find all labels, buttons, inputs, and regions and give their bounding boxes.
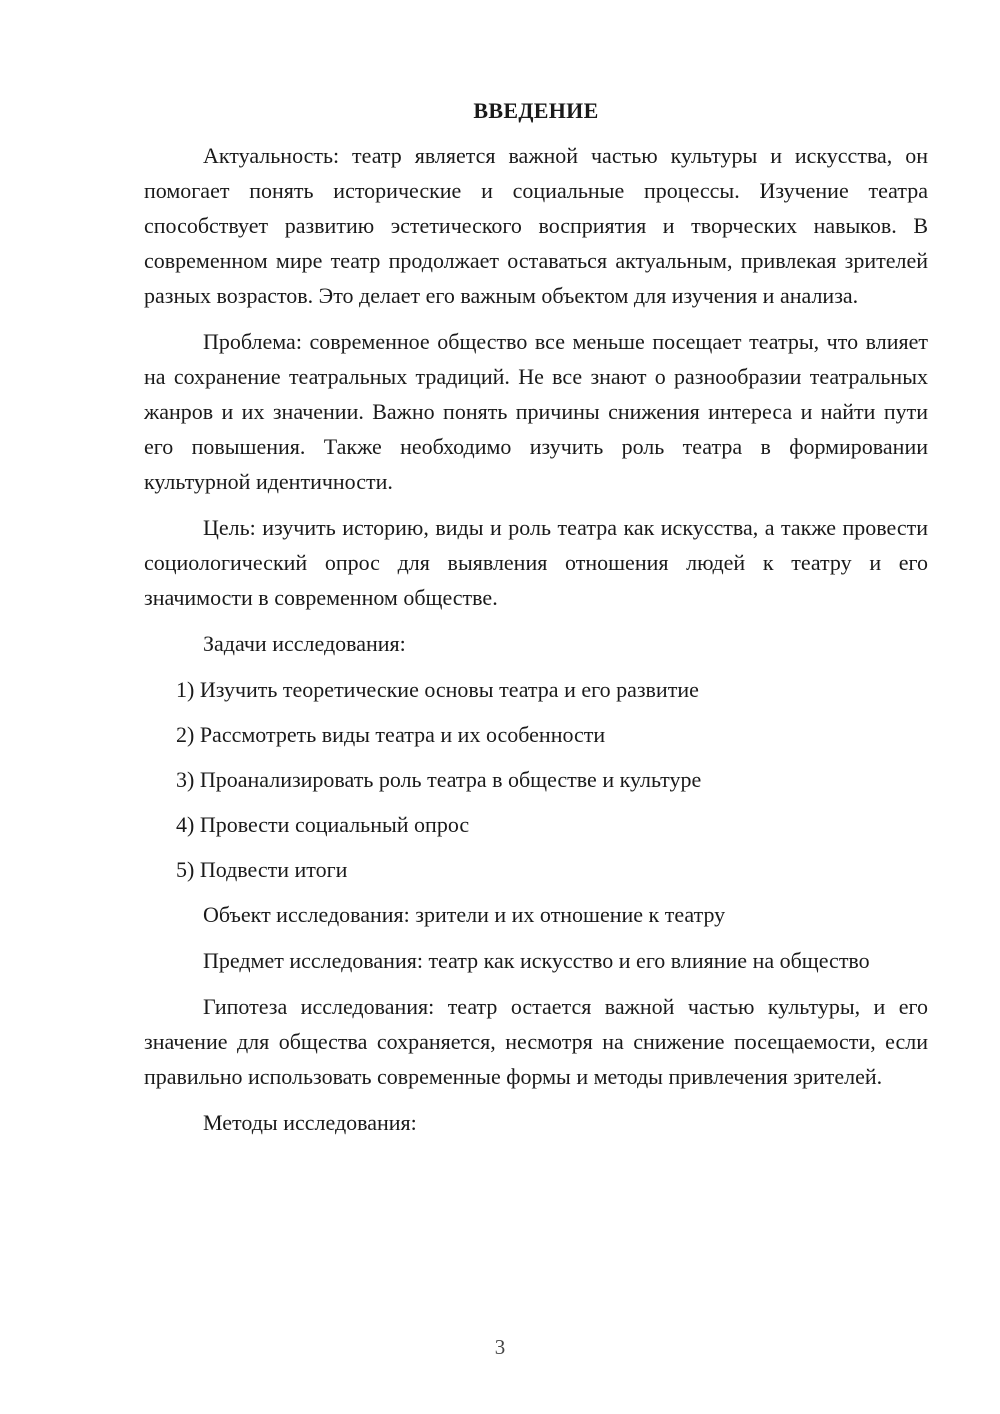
list-item: 4) Провести социальный опрос bbox=[176, 812, 470, 837]
paragraph-relevance: Актуальность: театр является важной частью культуры и искусства, он помогает понять исторические и социальные процессы. Изучение театра способствует развитию эстетического восприятия и творческих навыков. В современном мире театр продолжает оставаться актуальным, привлекая зрителей разных возрастов. Это делает его важным объектом для изучения и анализа. bbox=[144, 143, 928, 308]
tasks-list bbox=[144, 672, 928, 887]
list-item: 5) Подвести итоги bbox=[176, 857, 348, 882]
paragraph-tasks-title: Задачи исследования: bbox=[203, 631, 406, 656]
section-heading: ВВЕДЕНИЕ bbox=[473, 98, 599, 123]
page-number: 3 bbox=[494, 1335, 506, 1359]
paragraph-object: Объект исследования: зрители и их отношение к театру bbox=[203, 902, 726, 927]
list-item: 3) Проанализировать роль театра в обществе и культуре bbox=[176, 767, 702, 792]
paragraph-hypothesis: Гипотеза исследования: театр остается важной частью культуры, и его значение для общества сохраняется, несмотря на снижение посещаемости, если правильно использовать современные формы и методы привлечения зрителей. bbox=[144, 994, 928, 1089]
paragraph-subject: Предмет исследования: театр как искусство и его влияние на общество bbox=[203, 948, 870, 973]
document-page bbox=[144, 96, 928, 1151]
list-item: 1) Изучить теоретические основы театра и его развитие bbox=[176, 677, 699, 702]
paragraph-goal: Цель: изучить историю, виды и роль театра как искусства, а также провести социологический опрос для выявления отношения людей к театру и его значимости в современном обществе. bbox=[144, 515, 928, 610]
paragraph-methods-title: Методы исследования: bbox=[203, 1110, 417, 1135]
list-item: 2) Рассмотреть виды театра и их особенности bbox=[176, 722, 606, 747]
paragraph-problem: Проблема: современное общество все меньше посещает театры, что влияет на сохранение театральных традиций. Не все знают о разнообразии театральных жанров и их значении. Важно понять причины снижения интереса и найти пути его повышения. Также необходимо изучить роль театра в формировании культурной идентичности. bbox=[144, 329, 928, 494]
